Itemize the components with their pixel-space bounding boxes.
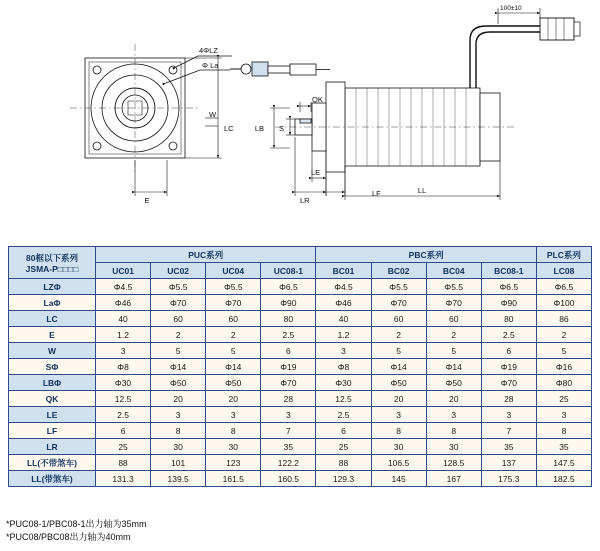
- cell: 5: [151, 343, 206, 359]
- cell: 2.5: [96, 407, 151, 423]
- cell: 8: [371, 423, 426, 439]
- cell: 3: [206, 407, 261, 423]
- column-header-bc01: BC01: [316, 263, 371, 279]
- cell: 40: [316, 311, 371, 327]
- column-header-bc04: BC04: [426, 263, 481, 279]
- cell: Φ70: [426, 295, 481, 311]
- column-header-uc02: UC02: [151, 263, 206, 279]
- cell: 2.5: [316, 407, 371, 423]
- cell: 6: [261, 343, 316, 359]
- cell: 3: [96, 343, 151, 359]
- cell: 167: [426, 471, 481, 487]
- label-pilot-diameter: Φ La: [202, 61, 219, 70]
- cell: 128.5: [426, 455, 481, 471]
- table-row: [9, 327, 592, 343]
- cell: Φ14: [206, 359, 261, 375]
- cell: 20: [151, 391, 206, 407]
- cell: 35: [481, 439, 536, 455]
- row-label: QK: [9, 391, 96, 407]
- cell: 28: [261, 391, 316, 407]
- group-header-pbc: PBC系列: [316, 247, 536, 263]
- table-row: [9, 407, 592, 423]
- column-header-uc08-1: UC08-1: [261, 263, 316, 279]
- footnote-1: *PUC08-1/PBC08-1出力轴为35mm: [6, 519, 147, 529]
- cell: 3: [481, 407, 536, 423]
- row-label: LE: [9, 407, 96, 423]
- cell: 1.2: [96, 327, 151, 343]
- cell: 131.3: [96, 471, 151, 487]
- cell: 3: [536, 407, 591, 423]
- table-row: [9, 295, 592, 311]
- table-row: [9, 455, 592, 471]
- front-view: [70, 44, 200, 172]
- cell: 106.5: [371, 455, 426, 471]
- cell: 3: [371, 407, 426, 423]
- cell: 8: [536, 423, 591, 439]
- row-label: LBΦ: [9, 375, 96, 391]
- cell: Φ50: [426, 375, 481, 391]
- cell: 101: [151, 455, 206, 471]
- cell: Φ70: [151, 295, 206, 311]
- label-lb: LB: [254, 124, 264, 133]
- cell: 28: [481, 391, 536, 407]
- table-column-header-row: [9, 263, 592, 279]
- cell: 2: [536, 327, 591, 343]
- footnotes: [6, 518, 147, 544]
- cell: Φ90: [481, 295, 536, 311]
- cell: Φ5.5: [426, 279, 481, 295]
- cell: 1.2: [316, 327, 371, 343]
- cell: 3: [316, 343, 371, 359]
- cell: 25: [316, 439, 371, 455]
- cell: Φ4.5: [316, 279, 371, 295]
- label-w: W: [209, 110, 217, 119]
- table-row: [9, 279, 592, 295]
- cell: 8: [426, 423, 481, 439]
- cell: Φ30: [96, 375, 151, 391]
- cell: 6: [481, 343, 536, 359]
- cell: Φ8: [96, 359, 151, 375]
- cell: Φ16: [536, 359, 591, 375]
- cell: 88: [96, 455, 151, 471]
- cell: 30: [151, 439, 206, 455]
- cell: Φ70: [481, 375, 536, 391]
- cell: Φ6.5: [536, 279, 591, 295]
- table-group-header-row: [9, 247, 592, 263]
- cell: Φ14: [371, 359, 426, 375]
- cell: 80: [481, 311, 536, 327]
- label-le: LE: [311, 168, 321, 177]
- cell: Φ19: [261, 359, 316, 375]
- label-lr: LR: [300, 196, 310, 205]
- cell: 12.5: [316, 391, 371, 407]
- cell: 60: [206, 311, 261, 327]
- cell: 30: [371, 439, 426, 455]
- cell: 139.5: [151, 471, 206, 487]
- cell: 2.5: [481, 327, 536, 343]
- cell: Φ6.5: [481, 279, 536, 295]
- cell: Φ14: [426, 359, 481, 375]
- cell: 147.5: [536, 455, 591, 471]
- corner-bottom-label: JSMA-P□□□□: [25, 263, 79, 274]
- cell: 182.5: [536, 471, 591, 487]
- table-row: [9, 391, 592, 407]
- cell: 8: [151, 423, 206, 439]
- cell: 88: [316, 455, 371, 471]
- table-row: [9, 359, 592, 375]
- table-row: [9, 423, 592, 439]
- cell: 30: [206, 439, 261, 455]
- row-label: LF: [9, 423, 96, 439]
- label-mount-holes: 4ΦLZ: [199, 46, 218, 55]
- row-label: LC: [9, 311, 96, 327]
- cell: 175.3: [481, 471, 536, 487]
- group-header-puc: PUC系列: [96, 247, 316, 263]
- row-label: W: [9, 343, 96, 359]
- technical-drawing: [0, 0, 600, 235]
- cell: 60: [426, 311, 481, 327]
- cell: 2: [426, 327, 481, 343]
- cell: 30: [426, 439, 481, 455]
- cell: 6: [96, 423, 151, 439]
- cell: 8: [206, 423, 261, 439]
- dimension-table: [8, 246, 592, 487]
- label-lc: LC: [224, 124, 234, 133]
- cell: Φ46: [316, 295, 371, 311]
- table-row: [9, 375, 592, 391]
- cell: Φ5.5: [151, 279, 206, 295]
- cell: 6: [316, 423, 371, 439]
- cell: 5: [206, 343, 261, 359]
- cell: Φ70: [206, 295, 261, 311]
- cell: 86: [536, 311, 591, 327]
- row-label: LL(不带煞车): [9, 455, 96, 471]
- cell: Φ50: [151, 375, 206, 391]
- cell: 123: [206, 455, 261, 471]
- label-qk: QK: [312, 95, 323, 104]
- cell: 5: [426, 343, 481, 359]
- row-label: LL(带煞车): [9, 471, 96, 487]
- cell: Φ80: [536, 375, 591, 391]
- cell: 60: [371, 311, 426, 327]
- row-label: LZΦ: [9, 279, 96, 295]
- cell: 137: [481, 455, 536, 471]
- cell: 2: [371, 327, 426, 343]
- cell: 20: [206, 391, 261, 407]
- cell: Φ90: [261, 295, 316, 311]
- cell: Φ30: [316, 375, 371, 391]
- cell: 2: [206, 327, 261, 343]
- cell: Φ70: [371, 295, 426, 311]
- column-header-uc01: UC01: [96, 263, 151, 279]
- cell: Φ5.5: [206, 279, 261, 295]
- row-label: LaΦ: [9, 295, 96, 311]
- column-header-bc08-1: BC08-1: [481, 263, 536, 279]
- cell: Φ46: [96, 295, 151, 311]
- column-header-lc08: LC08: [536, 263, 591, 279]
- cell: 3: [151, 407, 206, 423]
- table-row: [9, 343, 592, 359]
- cell: 35: [536, 439, 591, 455]
- cell: Φ70: [261, 375, 316, 391]
- cell: Φ50: [206, 375, 261, 391]
- cell: 7: [261, 423, 316, 439]
- label-lf: LF: [372, 189, 381, 198]
- cell: 40: [96, 311, 151, 327]
- row-label: LR: [9, 439, 96, 455]
- cell: 25: [96, 439, 151, 455]
- group-header-plc: PLC系列: [536, 247, 591, 263]
- cell: Φ6.5: [261, 279, 316, 295]
- table-corner-cell: [9, 247, 96, 279]
- row-label: E: [9, 327, 96, 343]
- cell: 122.2: [261, 455, 316, 471]
- cell: 20: [371, 391, 426, 407]
- label-e: E: [144, 196, 150, 205]
- cell: 2.5: [261, 327, 316, 343]
- label-cable-length: 100±10: [500, 5, 522, 12]
- encoder-connector: [230, 62, 330, 76]
- cell: 3: [261, 407, 316, 423]
- cell: 145: [371, 471, 426, 487]
- cell: 20: [426, 391, 481, 407]
- cell: 5: [371, 343, 426, 359]
- cell: 160.5: [261, 471, 316, 487]
- corner-top-label: 80框以下系列: [26, 252, 78, 263]
- label-ll: LL: [417, 186, 427, 195]
- cell: Φ8: [316, 359, 371, 375]
- row-label: SΦ: [9, 359, 96, 375]
- cell: 12.5: [96, 391, 151, 407]
- cell: Φ14: [151, 359, 206, 375]
- cell: Φ19: [481, 359, 536, 375]
- cell: 7: [481, 423, 536, 439]
- cell: 161.5: [206, 471, 261, 487]
- cell: Φ5.5: [371, 279, 426, 295]
- table-row: [9, 471, 592, 487]
- cell: Φ4.5: [96, 279, 151, 295]
- cell: 3: [426, 407, 481, 423]
- label-s: S: [278, 124, 284, 133]
- table-row: [9, 439, 592, 455]
- column-header-uc04: UC04: [206, 263, 261, 279]
- cell: 60: [151, 311, 206, 327]
- cell: 5: [536, 343, 591, 359]
- cell: 80: [261, 311, 316, 327]
- cell: 129.3: [316, 471, 371, 487]
- column-header-bc02: BC02: [371, 263, 426, 279]
- cell: 35: [261, 439, 316, 455]
- cell: Φ50: [371, 375, 426, 391]
- cell: 25: [536, 391, 591, 407]
- footnote-2: *PUC08/PBC08出力轴为40mm: [6, 532, 131, 542]
- cell: 2: [151, 327, 206, 343]
- table-row: [9, 311, 592, 327]
- cell: Φ100: [536, 295, 591, 311]
